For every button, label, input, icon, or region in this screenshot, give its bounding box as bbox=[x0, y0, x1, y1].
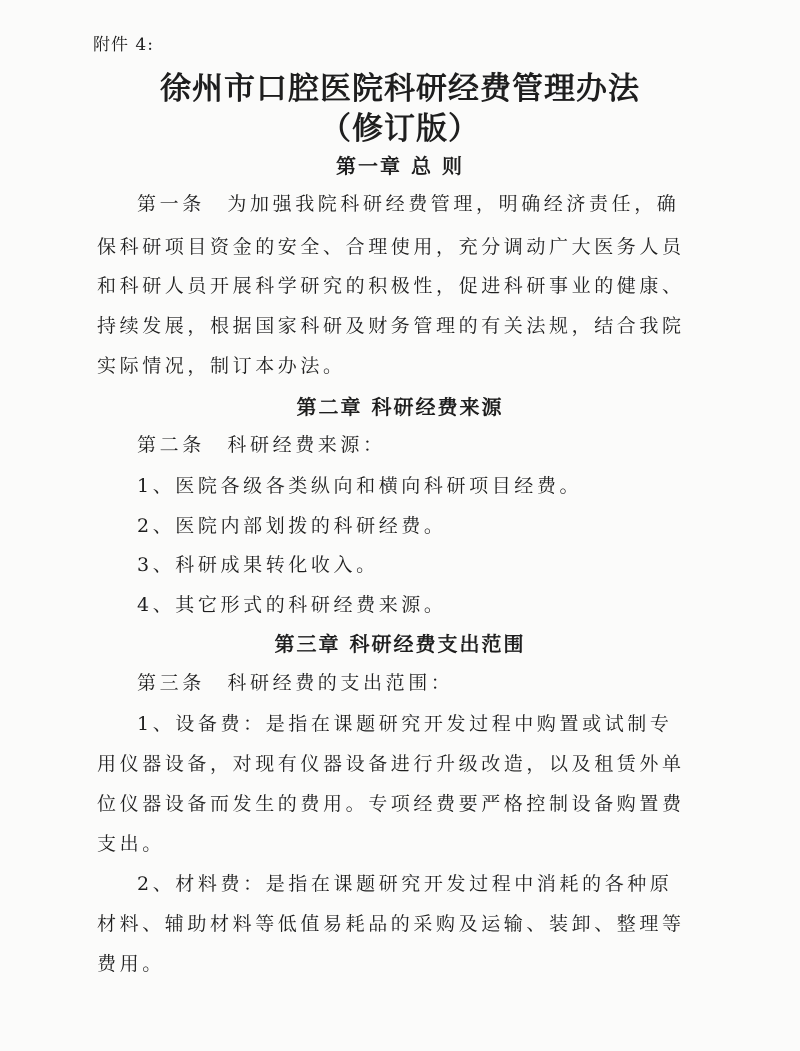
paragraph-line: 实际情况，制订本办法。 bbox=[97, 355, 346, 377]
paragraph-line: 位仪器设备而发生的费用。专项经费要严格控制设备购置费 bbox=[97, 793, 685, 815]
paragraph-line: 保科研项目资金的安全、合理使用，充分调动广大医务人员 bbox=[97, 236, 685, 258]
chapter-heading: 第一章 总 则 bbox=[336, 154, 464, 178]
list-item: 1、医院各级各类纵向和横向科研项目经费。 bbox=[137, 475, 583, 497]
chapter-heading: 第三章 科研经费支出范围 bbox=[274, 632, 526, 656]
paragraph-line: 2、材料费：是指在课题研究开发过程中消耗的各种原 bbox=[137, 873, 673, 895]
list-item: 2、医院内部划拨的科研经费。 bbox=[137, 515, 447, 537]
paragraph-line: 第三条 科研经费的支出范围： bbox=[137, 672, 454, 694]
paragraph-line: 支出。 bbox=[97, 833, 165, 855]
paragraph-line: 费用。 bbox=[97, 953, 165, 975]
paragraph-line: 用仪器设备，对现有仪器设备进行升级改造，以及租赁外单 bbox=[97, 753, 685, 775]
paragraph-line: 1、设备费：是指在课题研究开发过程中购置或试制专 bbox=[137, 713, 673, 735]
paragraph-line: 第一条 为加强我院科研经费管理，明确经济责任，确 bbox=[137, 193, 680, 215]
paragraph-line: 和科研人员开展科学研究的积极性，促进科研事业的健康、 bbox=[97, 275, 685, 297]
paragraph-line: 持续发展，根据国家科研及财务管理的有关法规，结合我院 bbox=[97, 315, 685, 337]
attachment-label: 附件 4: bbox=[93, 35, 154, 55]
list-item: 4、其它形式的科研经费来源。 bbox=[137, 594, 447, 616]
document-subtitle: （修订版） bbox=[320, 111, 480, 147]
list-item: 3、科研成果转化收入。 bbox=[137, 554, 379, 576]
document-title: 徐州市口腔医院科研经费管理办法 bbox=[160, 71, 640, 107]
paragraph-line: 材料、辅助材料等低值易耗品的采购及运输、装卸、整理等 bbox=[97, 913, 685, 935]
chapter-heading: 第二章 科研经费来源 bbox=[296, 395, 504, 419]
paragraph-line: 第二条 科研经费来源： bbox=[137, 434, 386, 456]
